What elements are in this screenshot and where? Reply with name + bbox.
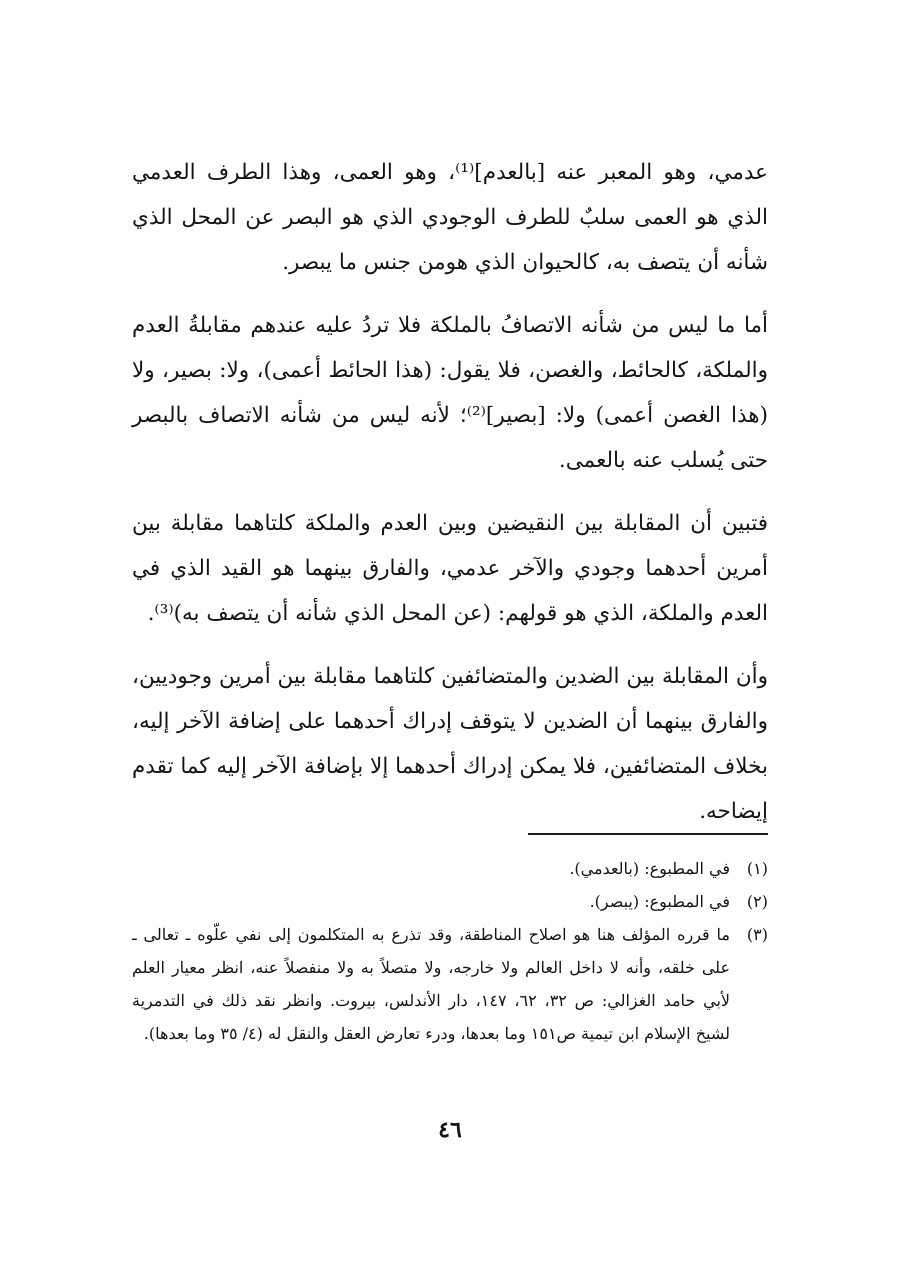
footnote-text: في المطبوع: (يبصر). bbox=[589, 892, 730, 911]
paragraph-1: عدمي، وهو المعبر عنه [بالعدم]⁽¹⁾، وهو العمى، وهذا الطرف العدمي الذي هو العمى سلبٌ للطرف الوجودي الذي هو البصر عن المحل الذي شأنه أن يتصف به، كالحيوان الذي هومن جنس ما يبصر. bbox=[132, 160, 768, 275]
footnote-separator bbox=[528, 833, 768, 835]
footnote-number: (٣) bbox=[746, 925, 768, 944]
footnote-number: (١) bbox=[746, 859, 768, 878]
main-text bbox=[132, 150, 768, 852]
footnote-2 bbox=[132, 885, 768, 918]
footnote-1 bbox=[132, 852, 768, 885]
footnote-text: في المطبوع: (بالعدمي). bbox=[569, 859, 730, 878]
page-number: ٤٦ bbox=[438, 1117, 462, 1143]
paragraph-4: وأن المقابلة بين الضدين والمتضائفين كلتاهما مقابلة بين أمرين وجوديين، والفارق بينهما أن الضدين لا يتوقف إدراك أحدهما على إضافة الآخر إليه، بخلاف المتضائفين، فلا يمكن إدراك أحدهما إلا بإضافة الآخر إليه كما تقدم إيضاحه. bbox=[132, 664, 768, 824]
paragraph-2: أما ما ليس من شأنه الاتصافُ بالملكة فلا تردُ عليه عندهم مقابلةُ العدم والملكة، كالحائط، والغصن، فلا يقول: (هذا الحائط أعمى)، ولا: بصير، ولا (هذا الغصن أعمى) ولا: [بصير]⁽²⁾؛ لأنه ليس من شأنه الاتصاف بالبصر حتى يُسلب عنه بالعمى. bbox=[132, 313, 768, 473]
footnote-number: (٢) bbox=[746, 892, 768, 911]
footnote-text: ما قرره المؤلف هنا هو اصلاح المناطقة، وقد تذرع به المتكلمون إلى نفي علّوه ـ تعالى ـ على خلقه، وأنه لا داخل العالم ولا خارجه، ولا متصلاً به ولا منفصلاً عنه، انظر معيار العلم لأبي حامد الغزالي: ص ٣٢، ٦٢، ١٤٧، دار الأندلس، بيروت. وانظر نقد ذلك في التدمرية لشيخ الإسلام ابن تيمية ص١٥١ وما بعدها، ودرء تعارض العقل والنقل له (٤/ ٣٥ وما بعدها). bbox=[132, 925, 731, 1043]
paragraph-3: فتبين أن المقابلة بين النقيضين وبين العدم والملكة كلتاهما مقابلة بين أمرين أحدهما وجودي والآخر عدمي، والفارق بينهما هو القيد الذي في العدم والملكة، الذي هو قولهم: (عن المحل الذي شأنه أن يتصف به)⁽³⁾. bbox=[132, 511, 768, 626]
footnotes bbox=[132, 852, 768, 1050]
footnote-3 bbox=[132, 918, 768, 1050]
